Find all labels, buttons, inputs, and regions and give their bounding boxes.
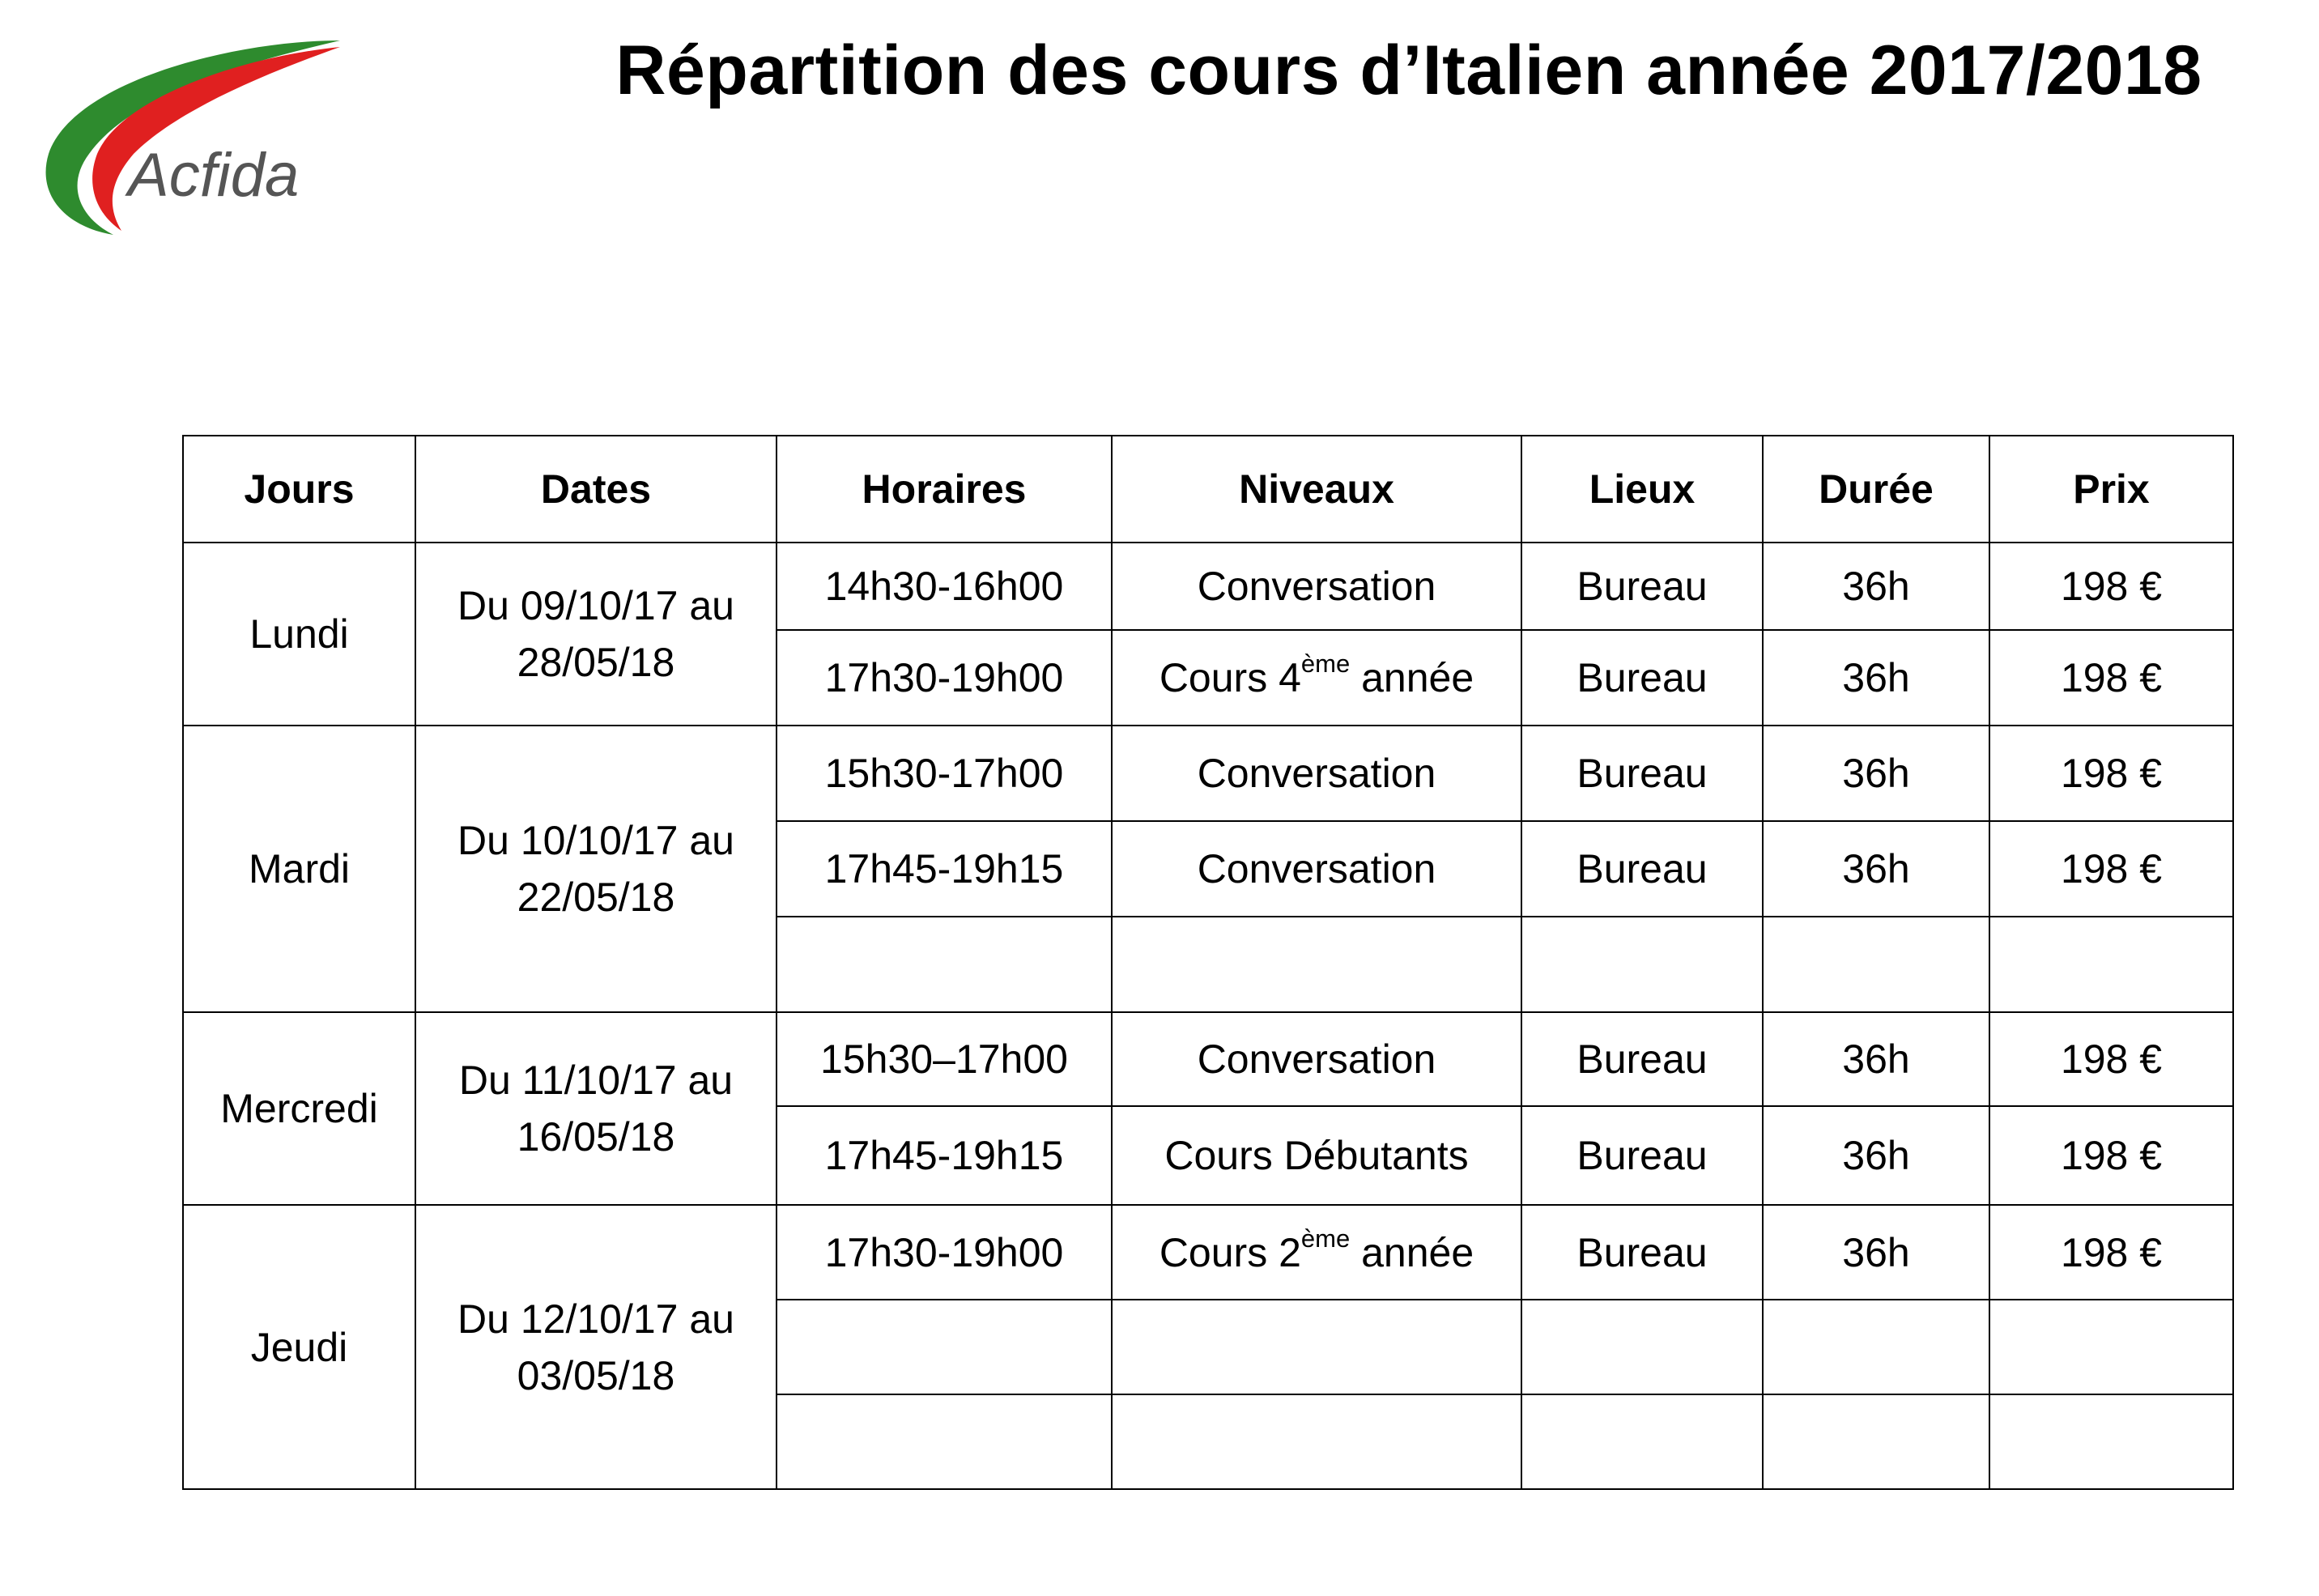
table-row: [183, 1205, 2233, 1300]
lieu-cell: Bureau: [1521, 1106, 1763, 1205]
niveau-cell: Conversation: [1112, 726, 1521, 821]
header-lieux: Lieux: [1521, 436, 1763, 543]
niveau-superscript: ème: [1300, 1224, 1351, 1253]
prix-cell: [1989, 1300, 2233, 1394]
prix-cell: 198 €: [1989, 543, 2233, 630]
horaire-cell: [777, 917, 1112, 1012]
niveau-text-suffix: année: [1350, 655, 1474, 700]
header-jours: Jours: [183, 436, 415, 543]
table-row: [183, 1012, 2233, 1106]
prix-cell: 198 €: [1989, 1205, 2233, 1300]
day-cell: Mercredi: [183, 1012, 415, 1205]
dates-cell: Du 09/10/17 au 28/05/18: [415, 543, 777, 726]
header-prix: Prix: [1989, 436, 2233, 543]
prix-cell: 198 €: [1989, 1106, 2233, 1205]
duree-cell: [1763, 1394, 1989, 1489]
duree-cell: 36h: [1763, 1012, 1989, 1106]
lieu-cell: Bureau: [1521, 1012, 1763, 1106]
prix-cell: 198 €: [1989, 1012, 2233, 1106]
header-dates: Dates: [415, 436, 777, 543]
lieu-cell: Bureau: [1521, 630, 1763, 726]
prix-cell: 198 €: [1989, 821, 2233, 917]
duree-cell: 36h: [1763, 543, 1989, 630]
duree-cell: [1763, 917, 1989, 1012]
niveau-superscript: ème: [1300, 649, 1351, 678]
lieu-cell: [1521, 917, 1763, 1012]
niveau-cell: Conversation: [1112, 543, 1521, 630]
horaire-cell: 14h30-16h00: [777, 543, 1112, 630]
duree-cell: 36h: [1763, 726, 1989, 821]
lieu-cell: Bureau: [1521, 543, 1763, 630]
niveau-cell: [1112, 1394, 1521, 1489]
day-cell: Mardi: [183, 726, 415, 1012]
prix-cell: [1989, 917, 2233, 1012]
horaire-cell: [777, 1300, 1112, 1394]
svg-text:Acfida: Acfida: [128, 141, 300, 210]
acfida-logo-swoosh: [32, 32, 356, 243]
horaire-cell: 17h30-19h00: [777, 630, 1112, 726]
horaire-cell: 17h45-19h15: [777, 1106, 1112, 1205]
dates-cell: Du 12/10/17 au 03/05/18: [415, 1205, 777, 1489]
header-duree: Durée: [1763, 436, 1989, 543]
niveau-cell: Conversation: [1112, 821, 1521, 917]
duree-cell: [1763, 1300, 1989, 1394]
horaire-cell: 15h30-17h00: [777, 726, 1112, 821]
table-header-row: [183, 436, 2233, 543]
duree-cell: 36h: [1763, 821, 1989, 917]
dates-cell: Du 11/10/17 au 16/05/18: [415, 1012, 777, 1205]
lieu-cell: Bureau: [1521, 1205, 1763, 1300]
header-horaires: Horaires: [777, 436, 1112, 543]
table-row: [183, 726, 2233, 821]
page-title: Répartition des cours d’Italien année 2017/2018: [615, 32, 2202, 109]
lieu-cell: Bureau: [1521, 726, 1763, 821]
table-row: [183, 543, 2233, 630]
horaire-cell: 17h45-19h15: [777, 821, 1112, 917]
duree-cell: 36h: [1763, 630, 1989, 726]
niveau-text-suffix: année: [1350, 1229, 1474, 1275]
day-cell: Lundi: [183, 543, 415, 726]
course-schedule-table: [182, 435, 2234, 1490]
duree-cell: 36h: [1763, 1205, 1989, 1300]
lieu-cell: [1521, 1394, 1763, 1489]
niveau-cell: [1112, 1300, 1521, 1394]
prix-cell: 198 €: [1989, 726, 2233, 821]
niveau-cell: [1112, 917, 1521, 1012]
day-cell: Jeudi: [183, 1205, 415, 1489]
lieu-cell: [1521, 1300, 1763, 1394]
niveau-cell: Conversation: [1112, 1012, 1521, 1106]
horaire-cell: 17h30-19h00: [777, 1205, 1112, 1300]
niveau-text: Cours 2: [1159, 1229, 1301, 1275]
lieu-cell: Bureau: [1521, 821, 1763, 917]
prix-cell: 198 €: [1989, 630, 2233, 726]
duree-cell: 36h: [1763, 1106, 1989, 1205]
acfida-logo: [32, 32, 356, 243]
niveau-cell: [1112, 630, 1521, 726]
horaire-cell: [777, 1394, 1112, 1489]
header-niveaux: Niveaux: [1112, 436, 1521, 543]
niveau-cell: [1112, 1205, 1521, 1300]
prix-cell: [1989, 1394, 2233, 1489]
niveau-cell: Cours Débutants: [1112, 1106, 1521, 1205]
dates-cell: Du 10/10/17 au 22/05/18: [415, 726, 777, 1012]
niveau-text: Cours 4: [1159, 655, 1301, 700]
horaire-cell: 15h30–17h00: [777, 1012, 1112, 1106]
